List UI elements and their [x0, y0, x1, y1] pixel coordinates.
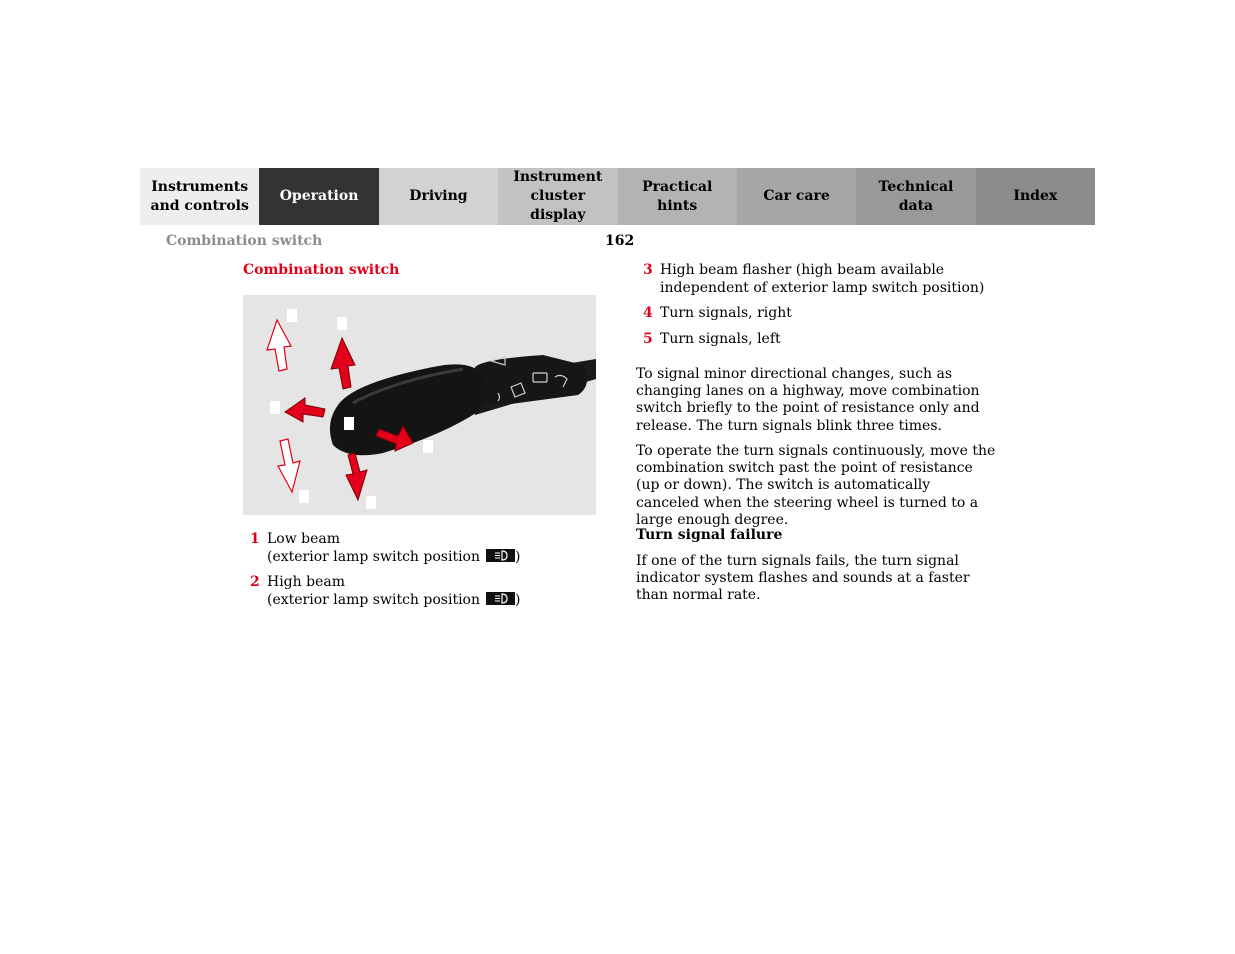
item-detail-suffix: ) — [515, 591, 521, 608]
list-item-turn-signals-left — [643, 331, 1003, 351]
low-beam-lamp-icon — [486, 592, 515, 605]
item-number: 2 — [250, 574, 260, 590]
list-item-turn-signals-right — [643, 305, 1003, 325]
item-number: 4 — [643, 305, 653, 321]
item-detail: independent of exterior lamp switch position) — [660, 279, 985, 296]
item-detail — [267, 549, 520, 567]
tab-instruments-and-controls[interactable]: Instruments and controls — [140, 168, 259, 225]
item-detail — [267, 592, 520, 610]
subheading-turn-signal-failure: Turn signal failure — [636, 527, 783, 543]
list-item-high-beam — [250, 574, 610, 614]
tab-driving[interactable]: Driving — [379, 168, 498, 225]
page-number: 162 — [605, 233, 635, 249]
tab-car-care[interactable]: Car care — [737, 168, 856, 225]
item-label: Turn signals, left — [660, 331, 781, 347]
tab-technical-data[interactable]: Technical data — [856, 168, 975, 225]
item-number: 3 — [643, 262, 653, 278]
item-label: Low beam — [267, 531, 341, 547]
tab-practical-hints[interactable]: Practical hints — [618, 168, 737, 225]
item-label: Turn signals, right — [660, 305, 792, 321]
item-number: 1 — [250, 531, 260, 547]
section-title: Combination switch — [243, 262, 400, 278]
item-detail-text: (exterior lamp switch position — [267, 591, 480, 608]
combination-switch-figure — [243, 295, 596, 515]
tab-operation[interactable]: Operation — [259, 168, 378, 225]
item-detail-suffix: ) — [515, 548, 521, 565]
paragraph-brief-signal: To signal minor directional changes, such as changing lanes on a highway, move combination switch briefly to the point of resistance only and release. The turn signals blink three times. — [636, 366, 980, 434]
tab-instrument-cluster-display[interactable]: Instrument cluster display — [498, 168, 617, 225]
running-head: Combination switch — [166, 233, 323, 249]
item-number: 5 — [643, 331, 653, 347]
chapter-nav — [140, 168, 1095, 225]
paragraph-continuous-signal: To operate the turn signals continuously, move the combination switch past the point of resistance (up or down). The switch is automatically canceled when the steering wheel is turned to a large enough degree. — [636, 443, 996, 528]
item-label: High beam — [267, 574, 345, 590]
tab-index[interactable]: Index — [976, 168, 1095, 225]
list-item-high-beam-flasher — [643, 262, 1003, 302]
combination-switch-lever-illustration — [243, 295, 596, 515]
low-beam-lamp-icon — [486, 549, 515, 562]
list-item-low-beam — [250, 531, 610, 571]
item-label: High beam flasher (high beam available — [660, 262, 945, 278]
item-detail-text: (exterior lamp switch position — [267, 548, 480, 565]
paragraph-turn-signal-failure: If one of the turn signals fails, the turn signal indicator system flashes and sounds at a faster than normal rate. — [636, 553, 970, 604]
